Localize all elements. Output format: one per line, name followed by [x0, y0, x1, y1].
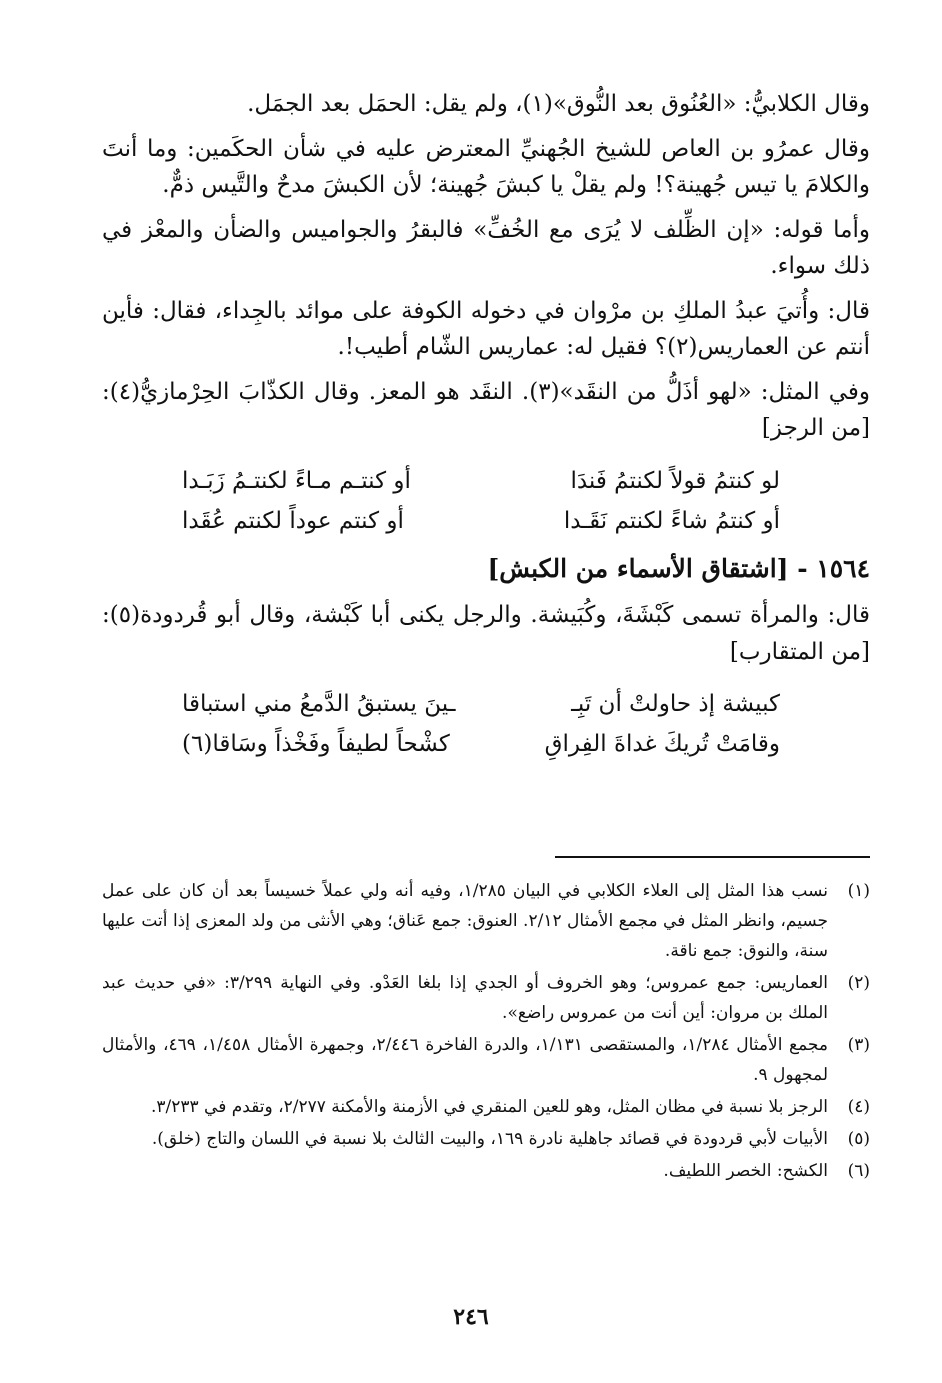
- footnote-number: (٣): [847, 1035, 870, 1055]
- verse-second-hemistich: كشْحاً لطيفاً وفَخْذاً وسَاقا(٦): [182, 731, 450, 757]
- footnote: [102, 1156, 870, 1186]
- verse-line: [102, 501, 870, 541]
- section-heading: ١٥٦٤ - [اشتقاق الأسماء من الكبش]: [487, 553, 870, 583]
- verse-second-hemistich: ـينَ يستبقُ الدَّمعُ مني استباقا: [182, 691, 456, 717]
- paragraph: وأما قوله: «إن الظِّلف لا يُرَى مع الخُفِّ» فالبقرُ والجواميس والضأن والمعْز في ذلك سواء.: [102, 216, 870, 279]
- footnote-number: (١): [847, 881, 870, 901]
- footnotes: [102, 876, 870, 1188]
- poem-verses: [102, 461, 870, 541]
- footnote-text: العماريس: جمع عمروس؛ وهو الخروف أو الجدي إذا بلغا العَدْو. وفي النهاية ٣/٢٩٩: «في حديث عبد الملك بن مروان: أين أنت من عمروس راضع».: [102, 973, 828, 1023]
- paragraph: قال: وأُتيَ عبدُ الملكِ بن مرْوان في دخوله الكوفة على موائد بالجِداء، فقال: فأين أنتم عن العماريس(٢)؟ فقيل له: عماريس الشّام أطيب!.: [102, 297, 870, 360]
- verse-line: [102, 724, 870, 764]
- footnote: [102, 968, 870, 1028]
- verse-line: [102, 461, 870, 501]
- footnote-number: (٥): [847, 1129, 870, 1149]
- footnote: [102, 1092, 870, 1122]
- poem-verses: [102, 684, 870, 764]
- verse-first-hemistich: وقامَتْ تُريكَ غداةَ الفِراقِ: [544, 731, 780, 757]
- paragraph: وقال عمرُو بن العاص للشيخ الجُهنيِّ المعترض عليه في شأن الحكَمين: وما أنتَ والكلامَ يا تيس جُهينة؟! ولم يقلْ يا كبشَ جُهينة؛ لأن الكبشَ مدحٌ والتَّيس ذمٌّ.: [102, 135, 870, 198]
- footnote-text: الكشح: الخصر اللطيف.: [663, 1161, 828, 1181]
- paragraph: قال: والمرأة تسمى كَبْشَةَ، وكُبَيشة. والرجل يكنى أبا كَبْشة، وقال أبو قُردودة(٥): [من المتقارب]: [102, 602, 870, 665]
- footnote: [102, 1124, 870, 1154]
- footnote-number: (٢): [847, 973, 870, 993]
- footnote: [102, 876, 870, 966]
- main-text: [102, 86, 870, 774]
- page-number: ٢٤٦: [453, 1304, 489, 1330]
- footnote-number: (٤): [847, 1097, 870, 1117]
- paragraph: وقال الكلابيُّ: «العُنُوق بعد النُّوق»(١)، ولم يقل: الحمَل بعد الجمَل.: [247, 91, 870, 117]
- footnote: [102, 1030, 870, 1090]
- verse-line: [102, 684, 870, 724]
- verse-first-hemistich: كبيشة إذ حاولتْ أن تَبِـ: [571, 691, 780, 717]
- footnote-text: نسب هذا المثل إلى العلاء الكلابي في البيان ١/٢٨٥، وفيه أنه ولي عملاً خسيساً بعد أن كان على عمل جسيم، وانظر المثل في مجمع الأمثال ٢/١٢. العنوق: جمع عَناق؛ وهي الأنثى من ولد المعزى إذا أتت عليها سنة، والنوق: جمع ناقة.: [102, 881, 828, 961]
- paragraph: وفي المثل: «لهو أذَلُّ من النقَد»(٣). النقَد هو المعز. وقال الكذّابَ الحِرْمازيُّ(٤): [من الرجز]: [102, 378, 870, 441]
- footnote-text: الرجز بلا نسبة في مظان المثل، وهو للعين المنقري في الأزمنة والأمكنة ٢/٢٧٧، وتقدم في ٣/٢٣٣.: [150, 1097, 828, 1117]
- verse-first-hemistich: أو كنتمُ شاءً لكنتم نَقَـدا: [563, 507, 780, 534]
- footnote-text: مجمع الأمثال ١/٢٨٤، والمستقصى ١/١٣١، والدرة الفاخرة ٢/٤٤٦، وجمهرة الأمثال ١/٤٥٨، ٤٦٩، والأمثال لمجهول ٩.: [102, 1035, 829, 1085]
- verse-first-hemistich: لو كنتمُ قولاً لكنتمُ فَندَا: [570, 467, 780, 494]
- footnote-text: الأبيات لأبي قردودة في قصائد جاهلية نادرة ١٦٩، والبيت الثالث بلا نسبة في اللسان والتاج (خلق).: [151, 1129, 828, 1149]
- verse-second-hemistich: أو كنتم عوداً لكنتم عُقَدا: [182, 507, 404, 534]
- footnote-divider: [555, 856, 870, 858]
- footnote-number: (٦): [847, 1161, 870, 1181]
- verse-second-hemistich: أو كنتـم مـاءً لكنتـمُ زَبَـدا: [182, 467, 411, 494]
